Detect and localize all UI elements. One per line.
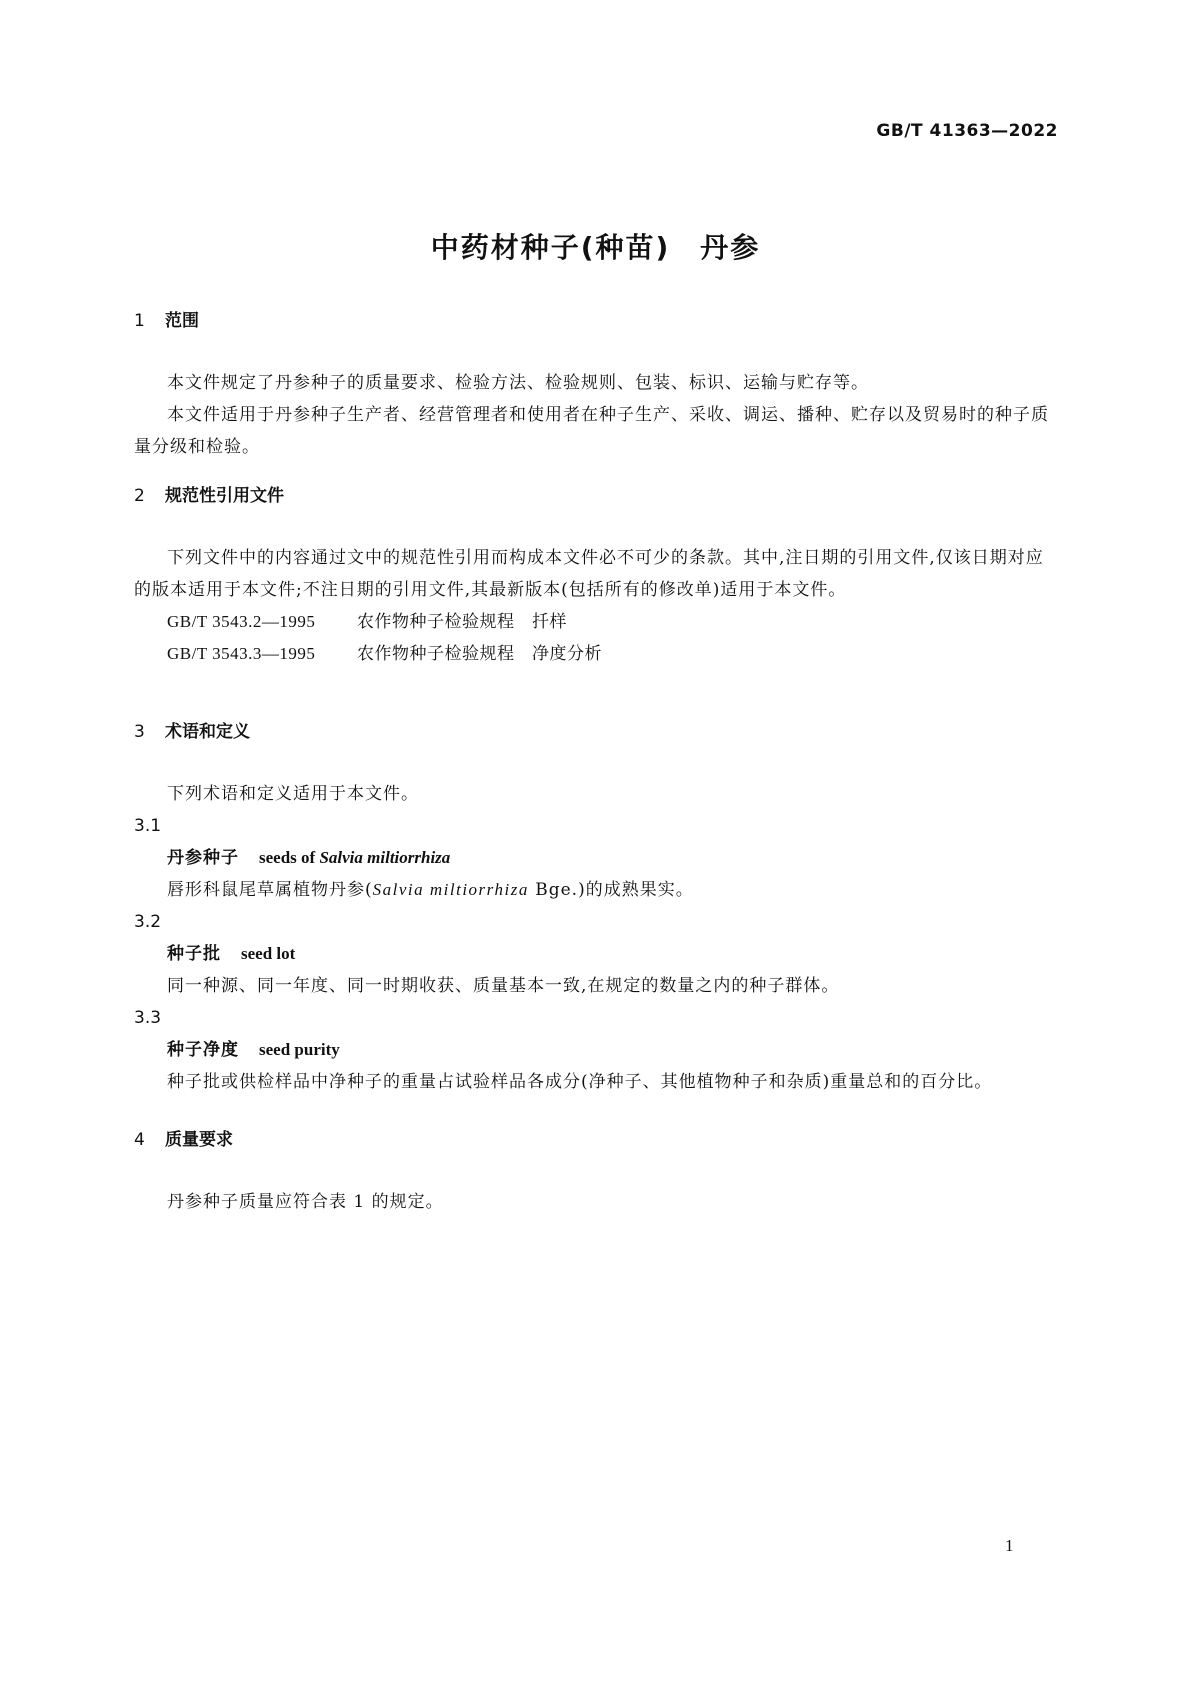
paragraph: 本文件适用于丹参种子生产者、经营管理者和使用者在种子生产、采收、调运、播种、贮存以及贸易时的种子质量分级和检验。 [134,405,1049,457]
definition-text: Bge.)的成熟果实。 [528,880,694,900]
section-heading [134,481,1059,505]
section-title: 规范性引用文件 [165,486,284,506]
reference-code: GB/T 3543.2—1995 [167,612,316,631]
clause-number: 3.2 [134,912,162,932]
term-definition [134,874,1059,906]
term-chinese: 种子批 [167,944,221,964]
clause-number: 3.1 [134,816,162,836]
definition-text: 唇形科鼠尾草属植物丹参( [167,880,373,900]
section-number: 3 [134,722,145,742]
section-number: 2 [134,486,145,506]
document-code: GB/T 41363—2022 [876,121,1058,141]
section-normative-references [134,481,1059,670]
section-scope [134,306,1059,463]
reference-title: 农作物种子检验规程 净度分析 [357,644,602,664]
term-english: seed lot [241,944,296,963]
document-title: 中药材种子(种苗) 丹参 [430,231,761,264]
paragraph: 本文件规定了丹参种子的质量要求、检验方法、检验规则、包装、标识、运输与贮存等。 [167,373,869,393]
reference-item [134,638,1059,670]
section-title: 范围 [165,311,199,331]
term-chinese: 种子净度 [167,1040,239,1060]
reference-code: GB/T 3543.3—1995 [167,644,316,663]
term-english: seed purity [259,1040,340,1059]
section-heading [134,1125,1059,1149]
section-quality-requirements [134,1125,1059,1218]
paragraph: 下列术语和定义适用于本文件。 [167,784,419,804]
section-heading [134,717,1059,741]
term-entry [134,938,1059,970]
definition-latin: Salvia miltiorrhiza [372,880,529,899]
section-number: 1 [134,311,145,331]
term-english-latin: Salvia miltiorrhiza [319,848,451,867]
section-number: 4 [134,1130,145,1150]
term-definition: 种子批或供检样品中净种子的重量占试验样品各成分(净种子、其他植物种子和杂质)重量总和的百分比。 [167,1072,993,1092]
term-english [259,848,450,867]
term-chinese: 丹参种子 [167,848,239,868]
section-title: 质量要求 [165,1130,233,1150]
section-heading [134,306,1059,330]
term-english-prefix: seeds of [259,848,316,867]
term-definition: 同一种源、同一年度、同一时期收获、质量基本一致,在规定的数量之内的种子群体。 [167,976,840,996]
term-entry [134,1034,1059,1066]
section-title: 术语和定义 [165,722,250,742]
paragraph: 下列文件中的内容通过文中的规范性引用而构成本文件必不可少的条款。其中,注日期的引用文件,仅该日期对应的版本适用于本文件;不注日期的引用文件,其最新版本(包括所有的修改单)适用于本文件。 [134,548,1044,600]
clause-number: 3.3 [134,1008,162,1028]
reference-item [134,606,1059,638]
reference-title: 农作物种子检验规程 扦样 [357,612,567,632]
term-entry [134,842,1059,874]
section-terms-definitions [134,717,1059,1098]
page-number: 1 [1005,1536,1014,1555]
paragraph: 丹参种子质量应符合表 1 的规定。 [167,1192,444,1212]
